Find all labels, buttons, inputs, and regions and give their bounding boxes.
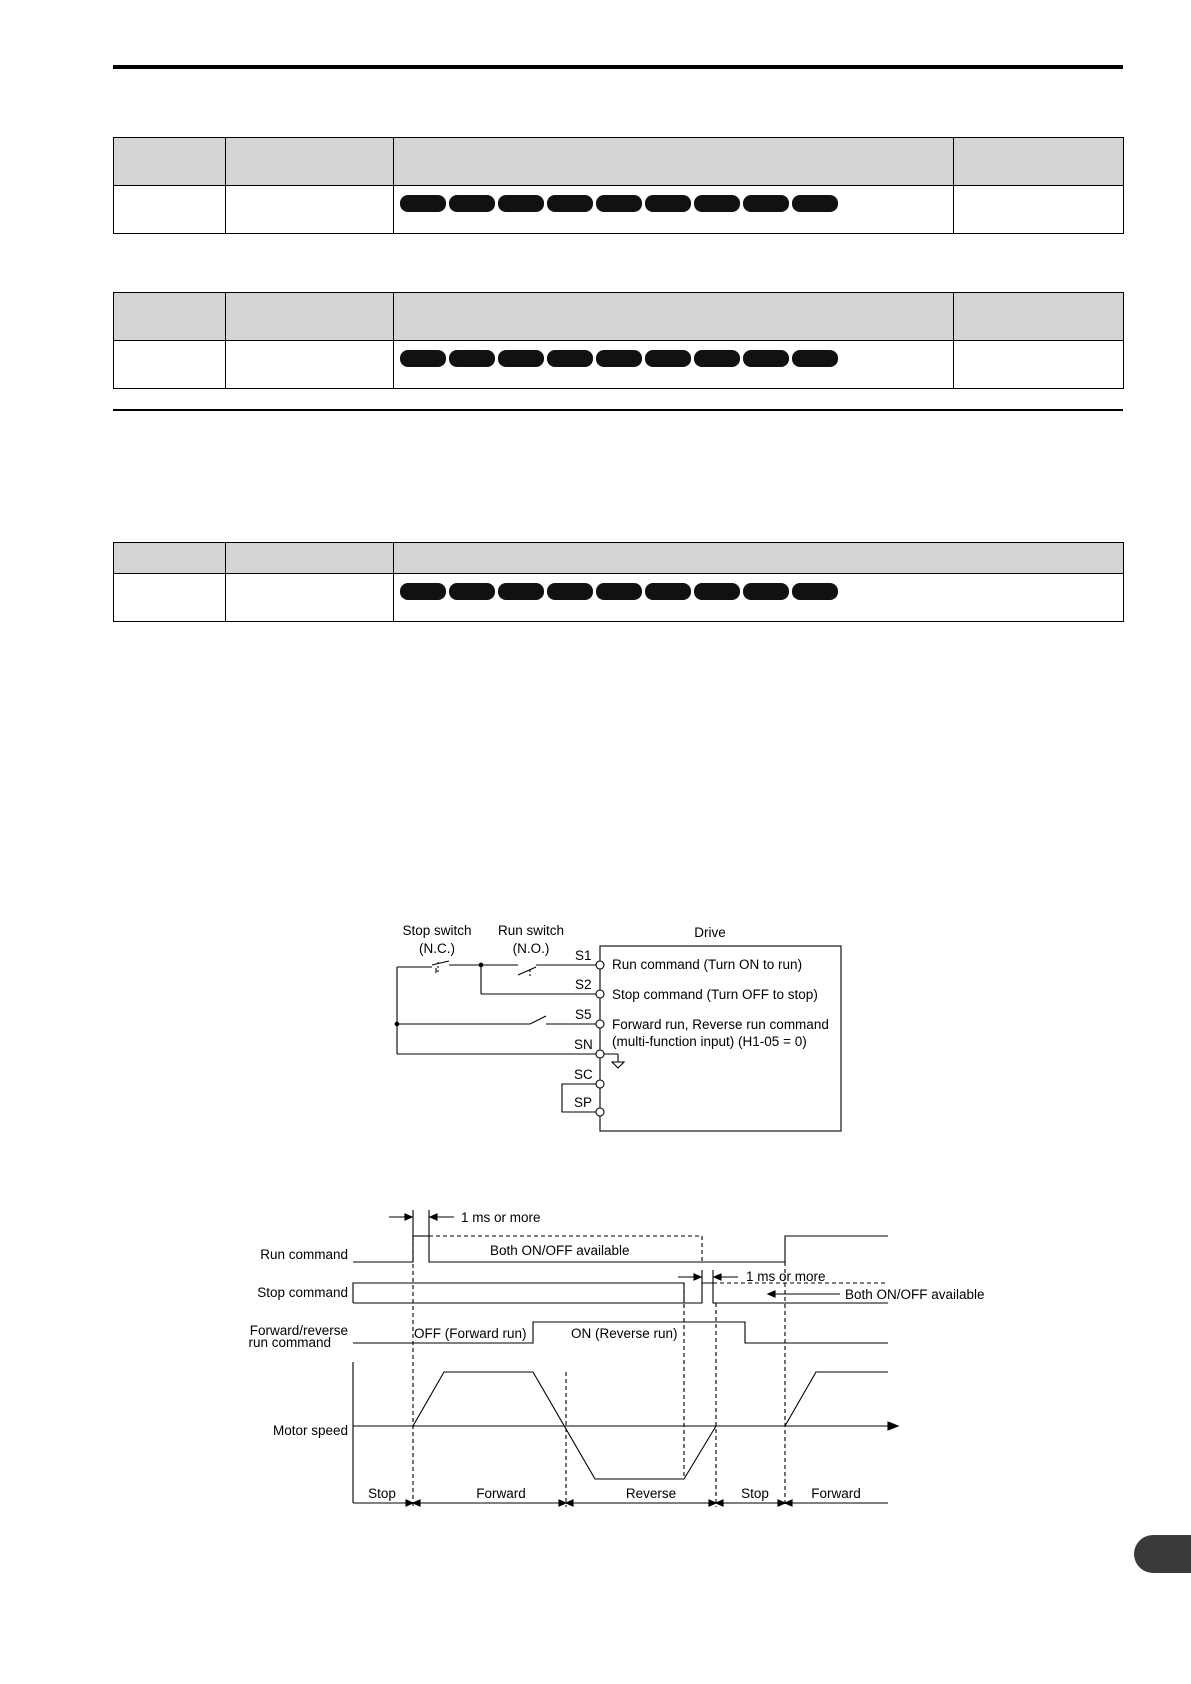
terminal-sc [596,1080,604,1088]
reverse-run-label: ON (Reverse run) [571,1326,678,1341]
run-switch-type: (N.O.) [512,941,550,956]
s5-description-line2: (multi-function input) (H1-05 = 0) [612,1034,807,1049]
min-time-label-2: 1 ms or more [746,1269,826,1284]
arrow-head-icon [405,1214,412,1220]
stop-switch-label: Stop switch [402,923,472,938]
fwd-rev-label-line2: run command [248,1335,331,1350]
stop-switch-type: (N.C.) [419,941,455,956]
arrow-head-icon [768,1291,775,1297]
arrow-head-icon [714,1274,721,1280]
terminal-label-sc: SC [574,1067,593,1082]
terminal-s2 [596,990,604,998]
terminal-label-sn: SN [574,1037,593,1052]
s1-description: Run command (Turn ON to run) [612,957,803,972]
phase-label: Stop [741,1486,769,1501]
terminal-label-s2: S2 [575,977,592,992]
run-command-label: Run command [260,1247,348,1262]
drive-label: Drive [694,925,726,940]
arrow-head-icon [694,1274,701,1280]
phase-label: Forward [811,1486,861,1501]
run-switch-label: Run switch [497,923,565,938]
both-available-label-1: Both ON/OFF available [490,1243,630,1258]
run-switch-contact [518,967,536,975]
terminal-label-s1: S1 [575,948,592,963]
arrow-head-icon [430,1214,437,1220]
terminal-sn [596,1050,604,1058]
both-available-label-2: Both ON/OFF available [845,1287,985,1302]
stop-switch-contact [432,961,449,965]
terminal-s1 [596,961,604,969]
phase-arrow-icon [566,1500,573,1506]
forward-run-label: OFF (Forward run) [414,1326,527,1341]
terminal-sp [596,1108,604,1116]
terminal-s5 [596,1020,604,1028]
phase-label: Forward [476,1486,526,1501]
terminal-label-sp: SP [574,1095,593,1110]
fwd-rev-switch-contact [530,1016,546,1024]
phase-arrow-icon [785,1500,792,1506]
terminal-label-s5: S5 [575,1007,592,1022]
s2-description: Stop command (Turn OFF to stop) [612,987,818,1002]
fwd-rev-label-line1: Forward/reverse [249,1323,348,1338]
phase-label: Stop [368,1486,396,1501]
stop-command-waveform [353,1283,888,1303]
phase-arrow-icon [413,1500,420,1506]
s5-description-line1: Forward run, Reverse run command [612,1017,829,1032]
ground-icon [612,1062,624,1068]
stop-command-label: Stop command [257,1285,348,1300]
time-arrow-icon [888,1422,898,1430]
phase-arrow-icon [716,1500,723,1506]
min-time-label-1: 1 ms or more [461,1210,541,1225]
motor-speed-label: Motor speed [272,1423,348,1438]
chapter-tab [1134,1535,1191,1573]
phase-label: Reverse [625,1486,677,1501]
